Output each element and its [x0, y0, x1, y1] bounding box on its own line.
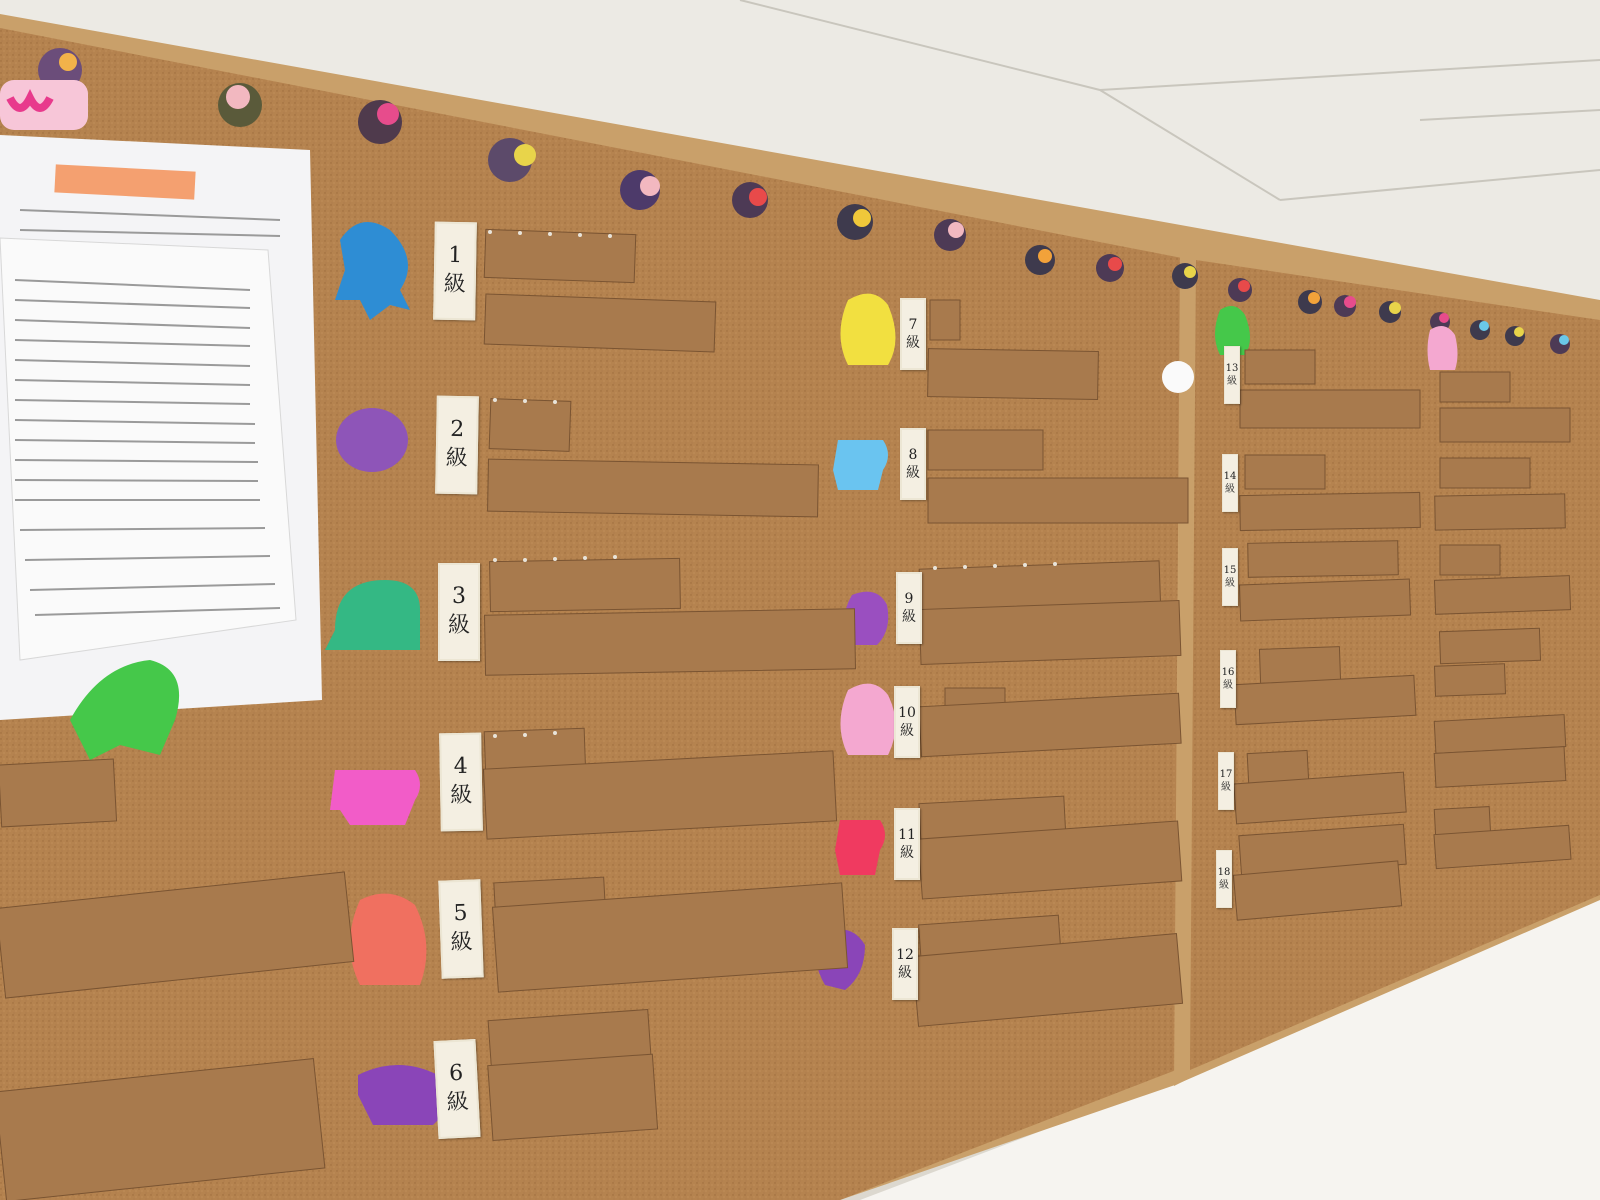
- level-suffix: 級: [1223, 680, 1233, 691]
- level-label-10: [894, 686, 920, 758]
- level-number: 12: [896, 946, 914, 963]
- level-suffix: 級: [1227, 376, 1237, 387]
- level-suffix: 級: [445, 445, 468, 472]
- level-label-14: [1222, 454, 1238, 512]
- level-label-17: [1218, 752, 1234, 810]
- blue-cow-cutout: [833, 440, 888, 490]
- white-sheep-cutout: [1162, 361, 1194, 393]
- level-suffix: 級: [1225, 484, 1235, 495]
- level-label-16: [1220, 650, 1236, 708]
- level-label-3: [438, 563, 480, 661]
- level-suffix: 級: [450, 929, 473, 956]
- level-label-6: [433, 1039, 480, 1139]
- level-number: 13: [1225, 363, 1239, 374]
- yellow-bear-cutout: [841, 294, 896, 365]
- level-suffix: 級: [443, 271, 466, 298]
- level-label-13: [1224, 346, 1240, 404]
- purple-sheep-cutout: [336, 408, 408, 472]
- level-suffix: 級: [906, 465, 920, 481]
- level-number: 1: [448, 243, 463, 269]
- level-suffix: 級: [1221, 782, 1231, 793]
- level-number: 17: [1219, 769, 1233, 780]
- level-label-8: [900, 428, 926, 500]
- level-suffix: 級: [450, 782, 473, 809]
- level-label-15: [1222, 548, 1238, 606]
- pink-bear-cutout-right: [1428, 326, 1458, 370]
- level-suffix: 級: [900, 845, 914, 861]
- level-number: 10: [898, 704, 916, 721]
- level-label-7: [900, 298, 926, 370]
- level-number: 6: [448, 1061, 464, 1087]
- level-suffix: 級: [1225, 578, 1235, 589]
- level-suffix: 級: [902, 609, 916, 625]
- level-number: 5: [453, 901, 468, 927]
- level-label-2: [435, 396, 479, 495]
- level-label-18: [1216, 850, 1232, 908]
- coral-bear-cutout: [350, 894, 426, 985]
- level-number: 11: [898, 826, 916, 843]
- level-label-5: [438, 879, 483, 978]
- level-suffix: 級: [1219, 880, 1229, 891]
- level-suffix: 級: [900, 723, 914, 739]
- level-suffix: 級: [906, 335, 920, 351]
- level-label-4: [439, 733, 483, 832]
- level-suffix: 級: [898, 965, 912, 981]
- level-label-11: [894, 808, 920, 880]
- level-number: 16: [1221, 667, 1235, 678]
- level-number: 15: [1223, 565, 1237, 576]
- level-label-1: [433, 222, 477, 321]
- level-number: 4: [453, 754, 468, 780]
- level-number: 3: [452, 584, 466, 610]
- level-number: 8: [908, 446, 918, 463]
- level-label-12: [892, 928, 918, 1000]
- level-suffix: 級: [447, 613, 470, 638]
- pink-bear-cutout: [841, 684, 896, 755]
- level-number: 14: [1223, 471, 1237, 482]
- level-number: 18: [1217, 867, 1231, 878]
- level-label-9: [896, 572, 922, 644]
- level-number: 7: [908, 316, 918, 333]
- level-number: 2: [450, 417, 465, 443]
- level-suffix: 級: [446, 1089, 470, 1116]
- level-number: 9: [904, 590, 914, 607]
